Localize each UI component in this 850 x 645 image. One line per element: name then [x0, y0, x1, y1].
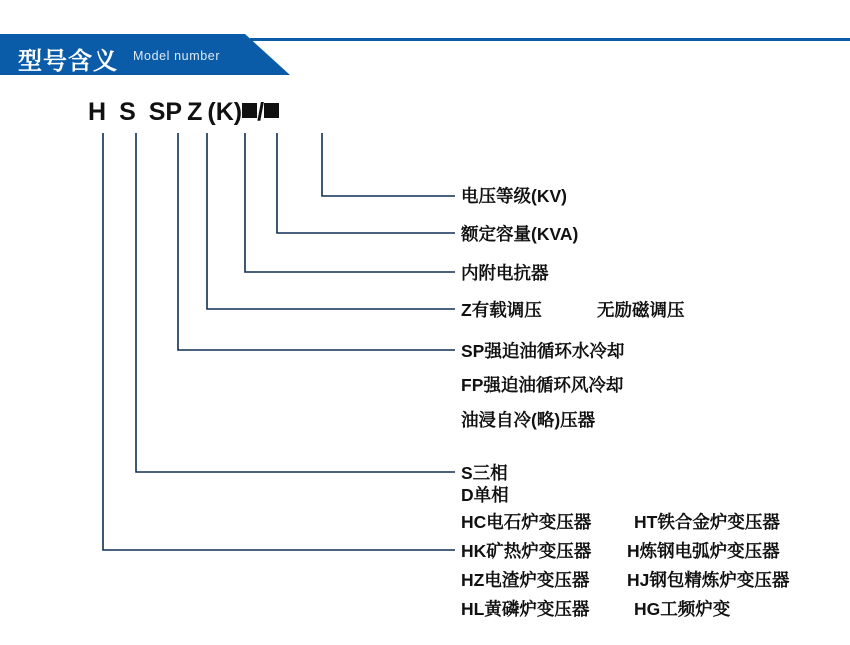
label-hj-furnace: HJ钢包精炼炉变压器 — [627, 570, 790, 590]
code-part-h: H — [88, 98, 107, 126]
label-hg-furnace: HG工频炉变 — [634, 599, 731, 619]
label-voltage-class: 电压等级(KV) — [461, 186, 567, 206]
page-title: 型号含义 — [18, 48, 118, 75]
code-part-z: Z — [187, 98, 203, 126]
header-rule — [250, 38, 850, 41]
label-no-excitation: 无励磁调压 — [597, 300, 685, 320]
label-single-phase: D单相 — [461, 485, 509, 505]
label-fp-cooling: FP强迫油循环风冷却 — [461, 375, 624, 395]
page-subtitle: Model number — [133, 49, 221, 63]
code-square-capacity — [242, 103, 257, 118]
label-z-on-load: Z有载调压 — [461, 300, 542, 320]
label-hc-furnace: HC电石炉变压器 — [461, 512, 592, 532]
model-code — [88, 98, 279, 127]
label-rated-capacity: 额定容量(KVA) — [461, 224, 579, 244]
label-hl-furnace: HL黄磷炉变压器 — [461, 599, 590, 619]
code-part-slash: / — [257, 98, 265, 126]
label-three-phase: S三相 — [461, 463, 508, 483]
label-built-in-reactor: 内附电抗器 — [461, 263, 549, 283]
code-square-voltage — [264, 103, 279, 118]
label-hz-furnace: HZ电渣炉变压器 — [461, 570, 590, 590]
code-part-k: (K) — [207, 98, 243, 126]
label-hk-furnace: HK矿热炉变压器 — [461, 541, 592, 561]
label-ht-furnace: HT铁合金炉变压器 — [634, 512, 780, 532]
label-h-arc-furnace: H炼钢电弧炉变压器 — [627, 541, 780, 561]
section-header — [0, 34, 290, 75]
label-sp-cooling: SP强迫油循环水冷却 — [461, 341, 625, 361]
code-part-sp: SP — [148, 98, 183, 126]
code-part-s: S — [119, 98, 136, 126]
label-oil-immersed: 油浸自冷(略)压器 — [461, 410, 596, 430]
